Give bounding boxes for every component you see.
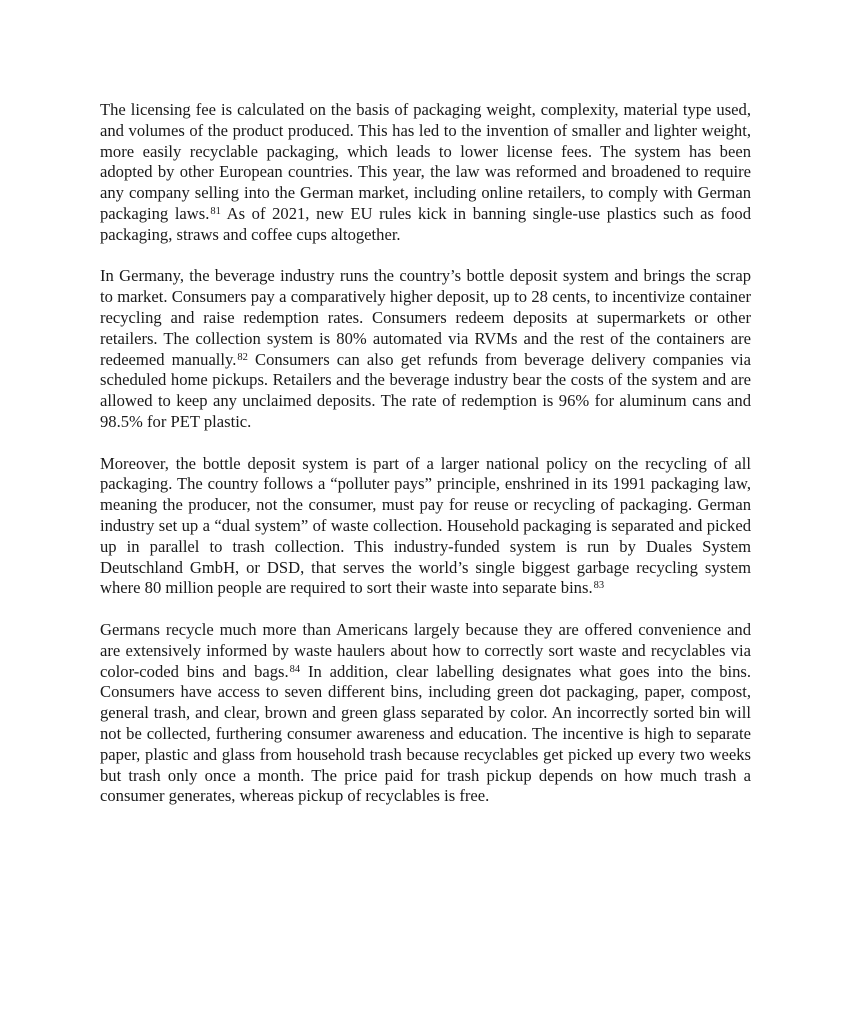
paragraph-text: As of 2021, new EU rules kick in banning single-use plastics such as food packaging, straws and coffee cups altogether. [100,203,751,244]
paragraph-text: Consumers can also get refunds from beverage delivery companies via scheduled home pickups. Retailers and the beverage industry bear the costs of the system and are allowed to keep any unclaimed deposits. The rate of redemption is 96% for aluminum cans and 98.5% for PET plastic. [100,349,751,431]
paragraph-polluter-pays [100,454,751,600]
paragraph-bottle-deposit [100,266,751,432]
document-page [100,100,751,807]
paragraph-text: In addition, clear labelling designates what goes into the bins. Consumers have access to seven different bins, including green dot packaging, paper, compost, general trash, and clear, brown and green glass separated by color. An incorrectly sorted bin will not be collected, furthering consumer awareness and education. The incentive is high to separate paper, plastic and glass from household trash because recyclables get picked up every two weeks but trash only once a month. The price paid for trash pickup depends on how much trash a consumer generates, whereas pickup of recyclables is free. [100,661,751,806]
footnote-ref: 83 [593,580,605,592]
paragraph-text: Germans recycle much more than Americans largely because they are offered convenience and are extensively informed by waste haulers about how to correctly sort waste and recyclables via color-coded bins and bags. [100,619,751,681]
footnote-ref: 82 [237,351,248,363]
footnote-ref: 84 [289,663,301,675]
paragraph-text: The licensing fee is calculated on the basis of packaging weight, complexity, material type used, and volumes of the product produced. This has led to the invention of smaller and lighter weight, more easily recyclable packaging, which leads to lower license fees. The system has been adopted by other European countries. This year, the law was reformed and broadened to require any company selling into the German market, including online retailers, to comply with German packaging laws. [100,100,751,223]
paragraph-germans-recycle [100,620,751,807]
paragraph-text: Moreover, the bottle deposit system is part of a larger national policy on the recycling of all packaging. The country follows a “polluter pays” principle, enshrined in its 1991 packaging law, meaning the producer, not the consumer, must pay for reuse or recycling of packaging. German industry set up a “dual system” of waste collection. Household packaging is separated and picked up in parallel to trash collection. This industry-funded system is run by Duales System Deutschland GmbH, or DSD, that serves the world’s single biggest garbage recycling system where 80 million people are required to sort their waste into separate bins. [100,453,751,598]
paragraph-text: In Germany, the beverage industry runs the country’s bottle deposit system and brings the scrap to market. Consumers pay a comparatively higher deposit, up to 28 cents, to incentivize container recycling and raise redemption rates. Consumers redeem deposits at supermarkets or other retailers. The collection system is 80% automated via RVMs and the rest of the containers are redeemed manually. [100,266,751,369]
footnote-ref: 81 [210,205,221,217]
paragraph-licensing-fee [100,100,751,246]
